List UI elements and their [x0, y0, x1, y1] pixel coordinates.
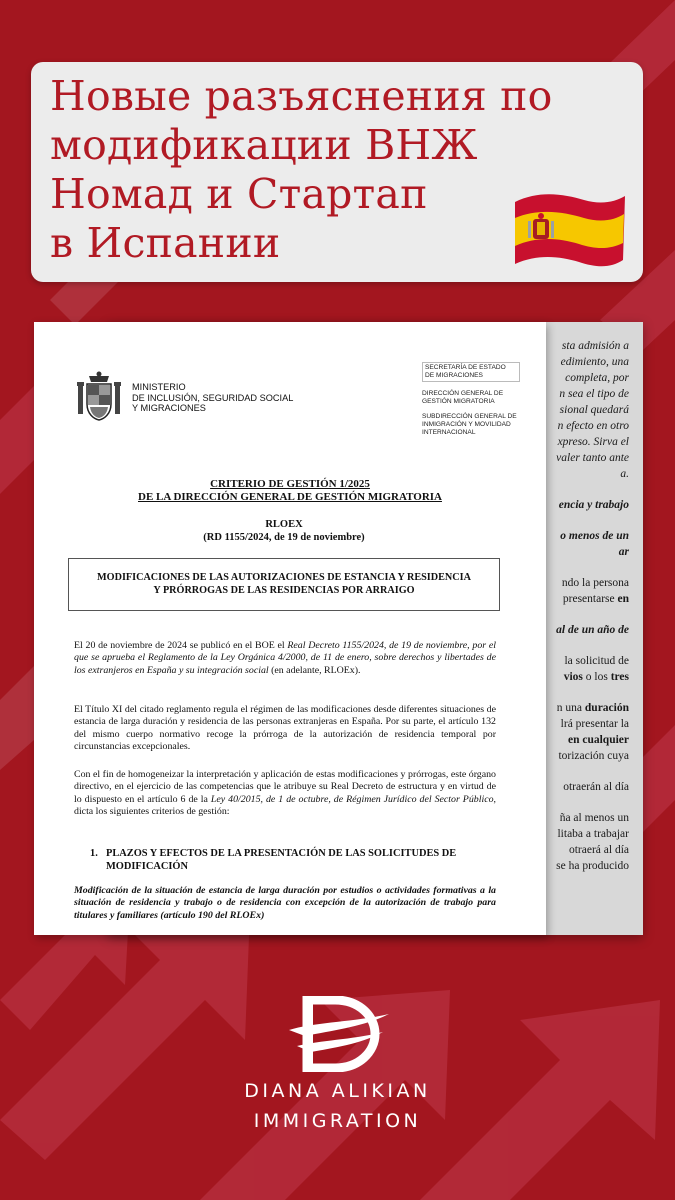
- text-line: ndo la persona: [561, 577, 629, 589]
- text-line: litaba a trabajar: [557, 828, 629, 840]
- section-title: PLAZOS Y EFECTOS DE LA PRESENTACIÓN DE LAS SOLICITUDES DE MODIFICACIÓN: [106, 848, 457, 872]
- headline-title: [50, 72, 570, 268]
- text-line: encia y trabajo: [558, 499, 629, 511]
- text-span: Con el fin de homogeneizar la interpretación y aplicación de estas modificaciones y prórrogas, este órgano directivo, en el ejercicio de las competencias que le atribuye su Real Decreto de estructura y en virtud de lo dispuesto en el artículo 6 de la: [74, 769, 496, 805]
- text-line: INMIGRACIÓN Y MOVILIDAD: [422, 421, 511, 428]
- text-line: n una: [556, 702, 585, 714]
- ministry-name: [132, 382, 293, 414]
- text-line: SUBDIRECCIÓN GENERAL DE: [422, 413, 517, 420]
- spain-flag-icon: [509, 188, 629, 274]
- text-line: DIRECCIÓN GENERAL DE: [422, 390, 504, 397]
- subsection-heading: Modificación de la situación de estancia de larga duración por estudios o actividades formativas a la situación de residencia y trabajo o de residencia con excepción de la autorización de trabajo para titulares y familiares (artículo 190 del RLOEx): [74, 885, 496, 921]
- text-line: tres: [610, 671, 629, 683]
- text-line: otraerán al día: [563, 781, 629, 793]
- text-line: torización cuya: [558, 750, 629, 762]
- text-line: edimiento, una: [560, 356, 629, 368]
- text-line: GESTIÓN MIGRATORIA: [422, 398, 495, 405]
- da-monogram-icon: [285, 996, 391, 1072]
- headline-line: Номад и Стартап: [50, 170, 428, 218]
- brand-name: DIANA ALIKIAN: [244, 1080, 431, 1102]
- text-line: la solicitud de: [564, 655, 629, 667]
- section-number: 1.: [90, 848, 98, 859]
- text-line: sional quedará: [559, 404, 629, 416]
- headline-card: [31, 62, 643, 282]
- coat-of-arms-icon: [76, 370, 122, 422]
- headline-line: в Испании: [50, 219, 281, 267]
- text-line: MINISTERIO: [132, 382, 186, 392]
- brand-tagline: IMMIGRATION: [253, 1110, 422, 1132]
- text-line: RLOEX: [265, 519, 303, 530]
- text-line: DE INCLUSIÓN, SEGURIDAD SOCIAL: [132, 392, 294, 403]
- section-heading: [90, 848, 498, 873]
- text-line: o menos de un: [560, 530, 629, 542]
- text-span: (en adelante, RLOEx).: [268, 664, 361, 676]
- paragraph: [74, 769, 496, 818]
- text-line: INTERNACIONAL: [422, 429, 476, 436]
- text-line: valer tanto ante: [556, 452, 629, 464]
- text-line: DE LA DIRECCIÓN GENERAL DE GESTIÓN MIGRATORIA: [138, 491, 442, 503]
- document-title: [34, 478, 546, 504]
- text-line: n sea el tipo de: [559, 388, 629, 400]
- text-line: n efecto en otro: [557, 420, 629, 432]
- text-line: CRITERIO DE GESTIÓN 1/2025: [210, 478, 370, 490]
- paragraph: [74, 640, 496, 677]
- text-line: al de un año de: [556, 624, 629, 636]
- text-line: a.: [620, 468, 629, 480]
- text-span: El 20 de noviembre de 2024 se publicó en el BOE el: [74, 640, 288, 651]
- text-line: presentarse: [562, 593, 618, 605]
- text-line: Y PRÓRROGAS DE LAS RESIDENCIAS POR ARRAIGO: [153, 585, 415, 596]
- text-line: completa, por: [565, 372, 629, 384]
- text-line: DE MIGRACIONES: [425, 372, 483, 379]
- text-line: ar: [618, 546, 629, 558]
- text-line: xpreso. Sirva el: [557, 436, 629, 448]
- text-span: Real Decreto 1155/2024, de 19 de noviembre, por el que se aprueba el Reglamento de la Ley Orgánica 4/2000, de 11 de enero, sobre derechos y libertades de los extranjeros en España y su integración social: [74, 640, 496, 676]
- text-line: MODIFICACIONES DE LAS AUTORIZACIONES DE ESTANCIA Y RESIDENCIA: [97, 572, 471, 583]
- text-line: en: [617, 593, 629, 605]
- text-span: Ley 40/2015, de 1 de octubre, de Régimen Jurídico del Sector Público: [210, 793, 494, 805]
- headline-line: модификации ВНЖ: [50, 121, 478, 169]
- text-line: o los: [582, 671, 611, 683]
- text-line: en cualquier: [567, 734, 629, 746]
- text-line: lrá presentar la: [560, 718, 629, 730]
- issuing-bodies: [422, 362, 522, 444]
- document-front-page: [34, 322, 546, 935]
- headline-line: Новые разъяснения по: [50, 72, 553, 120]
- text-span: , dicta los siguientes criterios de gestión:: [74, 793, 496, 817]
- secretaria-box: [422, 362, 520, 382]
- text-line: duración: [584, 702, 629, 714]
- text-line: vios: [563, 671, 583, 683]
- document-subtitle: [34, 518, 534, 544]
- paragraph: El Título XI del citado reglamento regula el régimen de las modificaciones desde diferentes situaciones de estancia de larga duración y residencia de las personas extranjeras en España. Por su parte, el artículo 132 del mismo cuerpo normativo recoge la prórroga de la autorización de residencia temporal por circunstancias excepcionales.: [74, 704, 496, 752]
- text-line: se ha producido: [556, 860, 629, 872]
- text-line: otraerá al día: [568, 844, 629, 856]
- subject-box: [68, 558, 500, 611]
- text-line: ña al menos un: [559, 812, 629, 824]
- text-line: sta admisión a: [561, 340, 629, 352]
- text-line: Y MIGRACIONES: [132, 403, 206, 413]
- text-line: (RD 1155/2024, de 19 de noviembre): [203, 532, 365, 543]
- text-line: SECRETARÍA DE ESTADO: [425, 364, 506, 371]
